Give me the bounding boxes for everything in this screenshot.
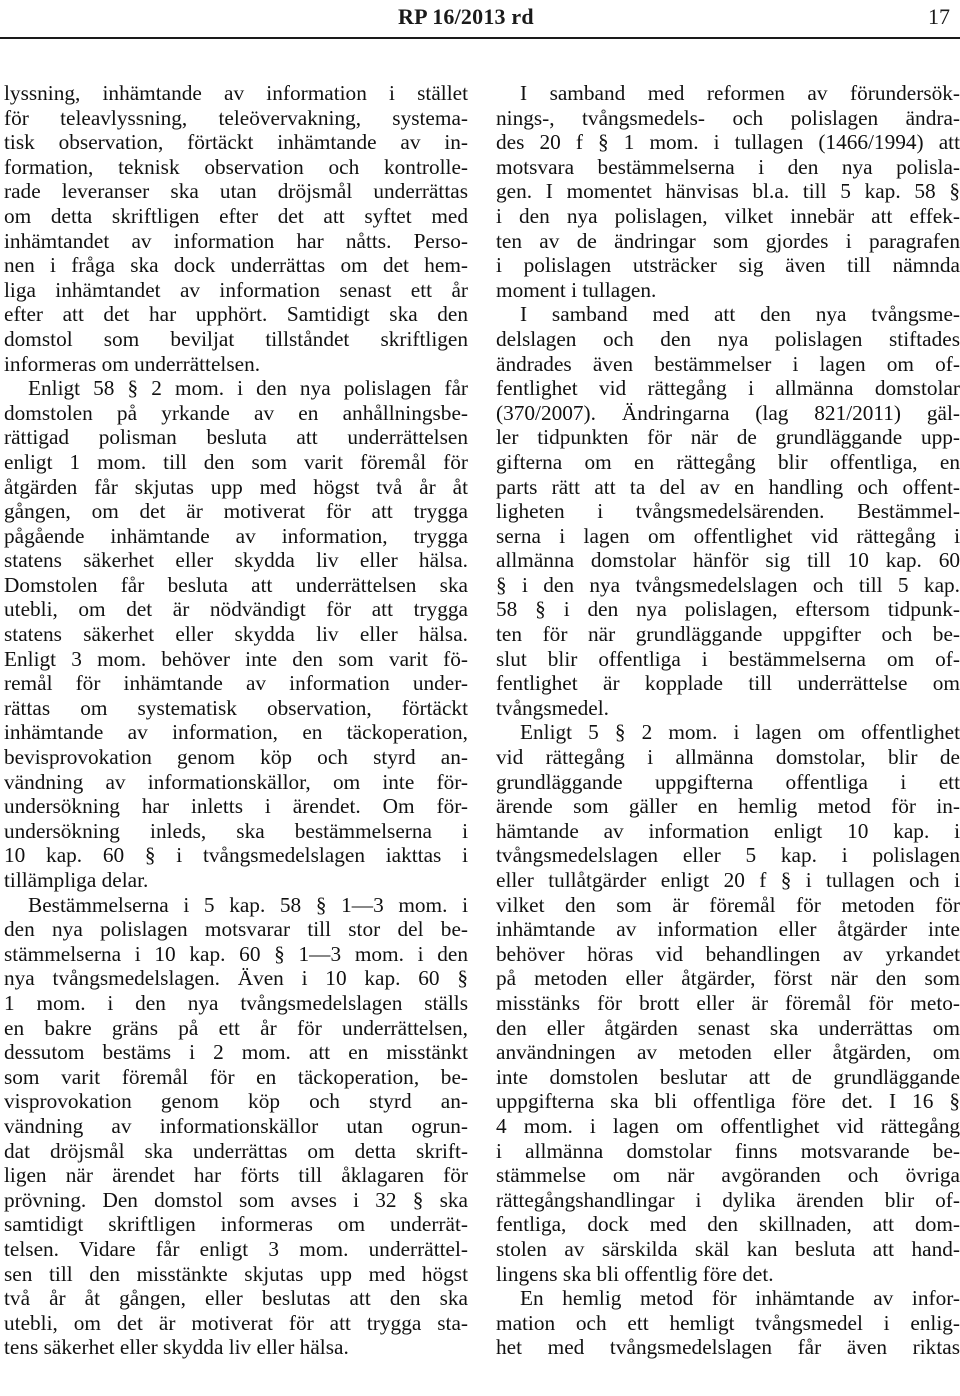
text-line: åtgärden får skjutas upp med högst två år åt	[4, 474, 468, 499]
text-line: rättegångshandlingar i dylika ärenden blir of-	[496, 1187, 960, 1212]
text-line: rade leveranser ska utan dröjsmål underrättas	[4, 179, 468, 204]
text-line: Enligt 58 § 2 mom. i den nya polislagen får	[28, 376, 468, 401]
text-line: statens säkerhet eller skydda liv eller hälsa.	[4, 548, 468, 573]
text-line: i polislagen utsträcker sig även till nämnda	[496, 253, 960, 278]
text-line: utebli, om det är nödvändigt för att trygga	[4, 597, 468, 622]
text-line: tillämpliga delar.	[4, 868, 149, 892]
text-line: ärende som gäller en hemlig metod för in-	[496, 794, 960, 819]
text-line: grundläggande uppgifterna offentliga i ett	[496, 769, 960, 794]
text-line: den eller åtgärden senast ska underrättas om	[496, 1015, 960, 1040]
text-line: på metoden eller åtgärder, först när den som	[496, 966, 960, 991]
text-line: § i den nya tvångsmedelslagen och till 5 kap.	[496, 572, 960, 597]
text-line: dessutom bestäms i 2 mom. att en misstänkt	[4, 1040, 468, 1065]
text-line: utebli, om det är motiverat för att trygga sta-	[4, 1310, 468, 1335]
document-reference: RP 16/2013 rd	[398, 4, 534, 29]
text-line: undersökning har inletts i ärendet. Om för-	[4, 794, 468, 819]
text-line: lingens ska bli offentlig före det.	[496, 1261, 774, 1286]
text-line: efter att det har upphört. Samtidigt ska den	[4, 302, 468, 327]
text-line: visprovokation genom köp och styrd an-	[4, 1089, 468, 1114]
text-line: inhämtande av information eller åtgärder inte	[496, 917, 960, 942]
text-line: I samband med att den nya tvångsme-	[520, 302, 960, 327]
left-text-column	[4, 81, 468, 1360]
text-line: hämtande av information enligt 10 kap. i	[496, 818, 960, 843]
text-line: motsvara bestämmelserna i den nya polisla-	[496, 154, 960, 179]
text-line: stämmelse om när avgöranden och övriga	[496, 1163, 960, 1188]
text-line: lyssning, inhämtande av information i stället	[4, 81, 468, 105]
text-line: fentlighet är kopplade till underrättelse om	[496, 671, 960, 696]
text-line: ler tidpunkten för när de grundläggande upp-	[496, 425, 960, 450]
text-line: 10 kap. 60 § i tvångsmedelslagen iakttas i	[4, 843, 468, 868]
text-line: 4 mom. i lagen om offentlighet vid rättegång	[496, 1113, 960, 1138]
text-line: ändrades även bestämmelser i lagen om of-	[496, 351, 960, 376]
text-line: het med tvångsmedelslagen får även riktas	[496, 1335, 960, 1360]
text-line: moment i tullagen.	[496, 277, 657, 302]
text-line: ten av de ändringar som gjordes i paragrafen	[496, 228, 960, 253]
text-line: ten för när grundläggande uppgifter och be-	[496, 622, 960, 647]
text-line: delslagen och den nya polislagen stiftades	[496, 326, 960, 351]
text-line: domstol som beviljat tillståndet skriftligen	[4, 326, 468, 351]
text-line: mation och ett hemligt tvångsmedel i enlig-	[496, 1310, 960, 1335]
text-line: som varit föremål för en täckoperation, be-	[4, 1064, 468, 1089]
text-line: en bakre gräns på ett år för underrättelsen,	[4, 1015, 468, 1040]
text-line: En hemlig metod för inhämtande av infor-	[520, 1286, 960, 1311]
text-line: telsen. Vidare får enligt 3 mom. underrättel-	[4, 1236, 468, 1261]
text-line: ligheten i tvångsmedelsärenden. Bestämmel-	[496, 499, 960, 524]
text-line: rättigad polisman besluta att underrättelsen	[4, 425, 468, 450]
text-line: behöver höras vid behandlingen av yrkandet	[496, 941, 960, 966]
text-line: formation, teknisk observation och kontrolle-	[4, 154, 468, 179]
text-line: parts rätt att ta del av en handling och offent-	[496, 474, 960, 499]
text-line: tvångsmedel.	[496, 695, 609, 720]
text-line: prövning. Den domstol som avses i 32 § ska	[4, 1187, 468, 1212]
text-line: tvångsmedelslagen eller 5 kap. i polislagen	[496, 843, 960, 868]
text-line: för teleavlyssning, teleövervakning, systema-	[4, 105, 468, 130]
text-line: gången, om det är motiverat för att trygga	[4, 499, 468, 524]
text-line: Enligt 3 mom. behöver inte den som varit fö-	[4, 646, 468, 671]
text-line: fentliga, dock med den skillnaden, att dom-	[496, 1212, 960, 1237]
text-line: uppgifterna ska bli offentliga före det. I 16 §	[496, 1089, 960, 1114]
text-line: slut blir offentliga i bestämmelserna om of-	[496, 646, 960, 671]
text-line: stämmelserna i 10 kap. 60 § 1—3 mom. i den	[4, 941, 468, 966]
text-line: nings-, tvångsmedels- och polislagen ändra-	[496, 105, 960, 130]
text-line: vändning av informationskällor utan ogrun-	[4, 1113, 468, 1138]
text-line: liga inhämtandet av information senast ett år	[4, 277, 468, 302]
text-line: I samband med reformen av förundersök-	[520, 81, 960, 105]
text-line: inhämtandet av information har nåtts. Perso-	[4, 228, 468, 253]
text-line: samtidigt skriftligen informeras om underrät-	[4, 1212, 468, 1237]
text-line: bevisprovokation genom köp och styrd an-	[4, 745, 468, 770]
page-header	[0, 0, 960, 38]
text-line: des 20 f § 1 mom. i tullagen (1466/1994) att	[496, 130, 960, 155]
text-line: fentlighet vid rättegång i allmänna domstolar	[496, 376, 960, 401]
text-line: (370/2007). Ändringarna (lag 821/2011) gäl-	[496, 400, 960, 425]
text-line: pågående inhämtande av information, trygga	[4, 523, 468, 548]
text-line: inhämtande av information, en täckoperation,	[4, 720, 468, 745]
text-line: användningen av metoden eller åtgärden, om	[496, 1040, 960, 1065]
right-text-column	[496, 81, 960, 1360]
text-line: nen i fråga ska dock underrättas om det hem-	[4, 253, 468, 278]
text-line: remål för inhämtande av information under-	[4, 671, 468, 696]
text-line: den nya polislagen motsvarar till stor del be-	[4, 917, 468, 942]
text-line: enligt 1 mom. till den som varit föremål för	[4, 449, 468, 474]
text-line: nya tvångsmedelslagen. Även i 10 kap. 60 §	[4, 966, 468, 991]
text-line: Bestämmelserna i 5 kap. 58 § 1—3 mom. i	[28, 892, 468, 917]
text-line: domstolen på yrkande av en anhållningsbe-	[4, 400, 468, 425]
text-line: dat dröjsmål ska underrättas om detta skrift-	[4, 1138, 468, 1163]
text-line: gifterna om en rättegång blir offentliga, en	[496, 449, 960, 474]
text-line: statens säkerhet eller skydda liv eller hälsa.	[4, 622, 468, 647]
text-line: Enligt 5 § 2 mom. i lagen om offentlighet	[520, 720, 960, 745]
text-line: ligen när ärendet har förts till åklagaren för	[4, 1163, 468, 1188]
text-line: serna i lagen om offentlighet vid rättegång i	[496, 523, 960, 548]
text-line: tens säkerhet eller skydda liv eller hälsa.	[4, 1335, 349, 1360]
text-line: eller tullåtgärder enligt 20 f § i tullagen och i	[496, 868, 960, 892]
text-line: undersökning inleds, ska bestämmelserna i	[4, 818, 468, 843]
text-line: vid rättegång i allmänna domstolar, blir de	[496, 745, 960, 770]
text-line: 1 mom. i den nya tvångsmedelslagen ställs	[4, 990, 468, 1015]
text-line: Domstolen får besluta att underrättelsen ska	[4, 572, 468, 597]
text-line: allmänna domstolar hänför sig till 10 kap. 60	[496, 548, 960, 573]
text-line: vilket den som är föremål för metoden för	[496, 892, 960, 917]
text-line: misstänks för brott eller är föremål för meto-	[496, 990, 960, 1015]
text-line: i den nya polislagen, vilket innebär att effek-	[496, 203, 960, 228]
header-rule	[0, 37, 960, 39]
text-line: sen till den misstänkte skjutas upp med högst	[4, 1261, 468, 1286]
text-line: rättas om systematisk observation, förtäckt	[4, 695, 468, 720]
text-line: i allmänna domstolar finns motsvarande be-	[496, 1138, 960, 1163]
text-line: vändning av informationskällor, om inte för-	[4, 769, 468, 794]
page-number: 17	[928, 4, 950, 29]
text-line: två år åt gången, eller beslutas att den ska	[4, 1286, 468, 1311]
text-line: stolen av särskilda skäl kan besluta att hand-	[496, 1236, 960, 1261]
text-line: informeras om underrättelsen.	[4, 351, 261, 376]
text-line: 58 § i den nya polislagen, eftersom tidpunk-	[496, 597, 960, 622]
text-line: om detta skriftligen efter det att syftet med	[4, 203, 468, 228]
text-line: tisk observation, förtäckt inhämtande av in-	[4, 130, 468, 155]
text-line: gen. I momentet hänvisas bl.a. till 5 kap. 58 §	[496, 179, 960, 204]
text-line: inte domstolen beslutar att de grundläggande	[496, 1064, 960, 1089]
